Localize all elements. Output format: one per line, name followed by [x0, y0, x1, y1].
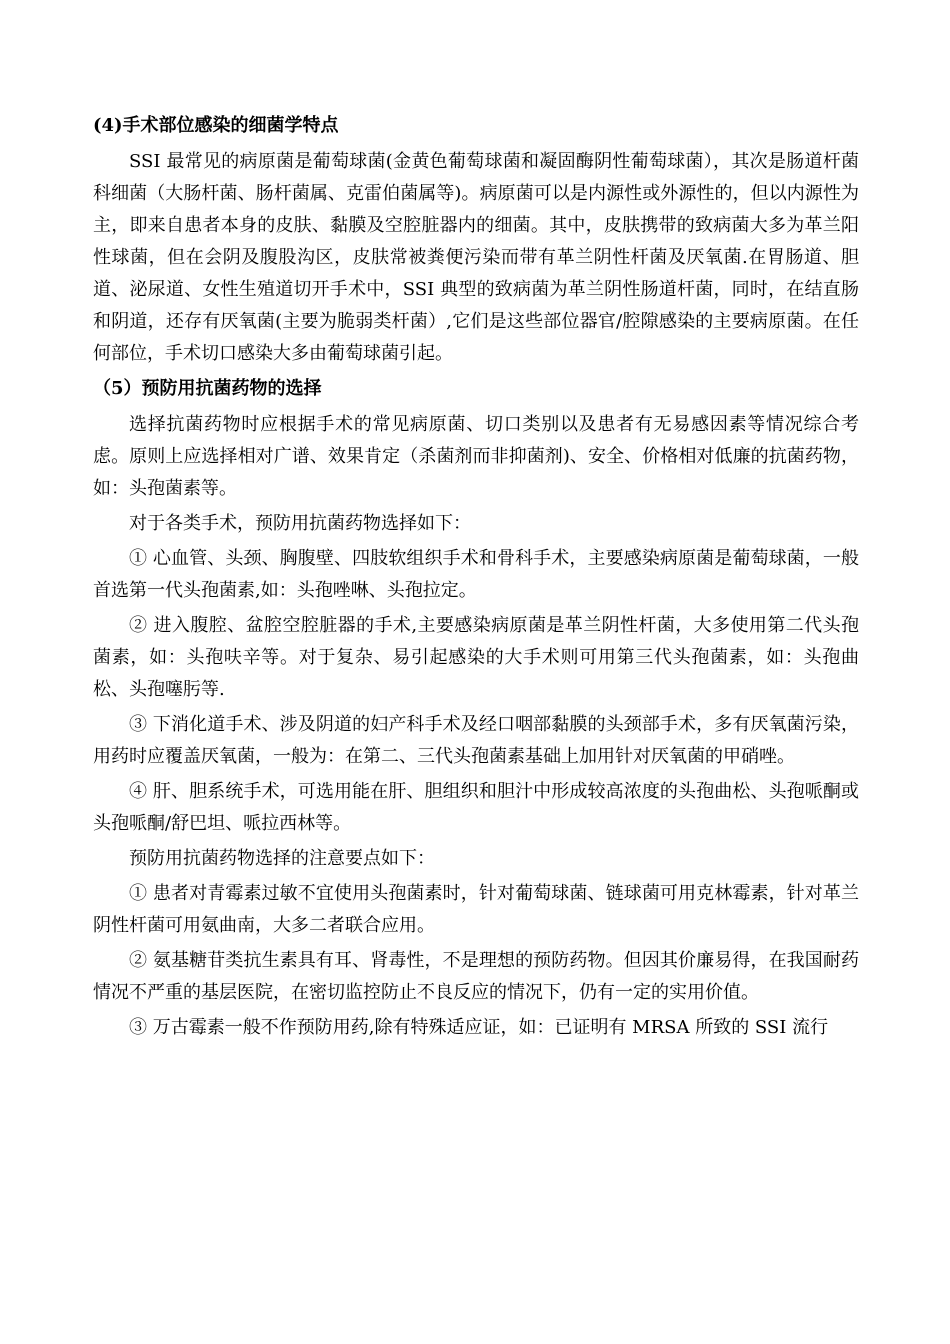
choice-item-4: ④ 肝、胆系统手术，可选用能在肝、胆组织和胆汁中形成较高浓度的头孢曲松、头孢哌酮或头孢哌酮/舒巴坦、哌拉西林等。 [93, 781, 859, 834]
section-5-intro: 选择抗菌药物时应根据手术的常见病原菌、切口类别以及患者有无易感因素等情况综合考虑。原则上应选择相对广谱、效果肯定（杀菌剂而非抑菌剂)、安全、价格相对低廉的抗菌药物，如：头孢菌素等。 [93, 414, 859, 499]
choice-item-2: ② 进入腹腔、盆腔空腔脏器的手术,主要感染病原菌是革兰阴性杆菌，大多使用第二代头孢菌素，如：头孢呋辛等。对于复杂、易引起感染的大手术则可用第三代头孢菌素，如：头孢曲松、头孢噻肟等. [93, 615, 859, 700]
document-body [93, 110, 859, 1047]
section-5-heading: （5）预防用抗菌药物的选择 [93, 378, 322, 399]
section-4-heading: (4)手术部位感染的细菌学特点 [93, 115, 339, 136]
note-item-3: ③ 万古霉素一般不作预防用药,除有特殊适应证，如：已证明有 MRSA 所致的 SSI 流行 [129, 1017, 829, 1038]
section-4-paragraph: SSI 最常见的病原菌是葡萄球菌(金黄色葡萄球菌和凝固酶阴性葡萄球菌），其次是肠道杆菌科细菌（大肠杆菌、肠杆菌属、克雷伯菌属等)。病原菌可以是内源性或外源性的，但以内源性为主，即来自患者本身的皮肤、黏膜及空腔脏器内的细菌。其中，皮肤携带的致病菌大多为革兰阳性球菌，但在会阴及腹股沟区，皮肤常被粪便污染而带有革兰阴性杆菌及厌氧菌.在胃肠道、胆道、泌尿道、女性生殖道切开手术中，SSI 典型的致病菌为革兰阴性肠道杆菌，同时，在结直肠和阴道，还存有厌氧菌(主要为脆弱类杆菌）,它们是这些部位器官/腔隙感染的主要病原菌。在任何部位，手术切口感染大多由葡萄球菌引起。 [93, 151, 859, 364]
choice-item-3: ③ 下消化道手术、涉及阴道的妇产科手术及经口咽部黏膜的头颈部手术，多有厌氧菌污染，用药时应覆盖厌氧菌，一般为：在第二、三代头孢菌素基础上加用针对厌氧菌的甲硝唑。 [93, 714, 859, 767]
choice-item-1: ① 心血管、头颈、胸腹壁、四肢软组织手术和骨科手术，主要感染病原菌是葡萄球菌，一般首选第一代头孢菌素,如：头孢唑啉、头孢拉定。 [93, 548, 859, 601]
choices-lead: 对于各类手术，预防用抗菌药物选择如下： [129, 513, 471, 534]
note-item-1: ① 患者对青霉素过敏不宜使用头孢菌素时，针对葡萄球菌、链球菌可用克林霉素，针对革兰阴性杆菌可用氨曲南，大多二者联合应用。 [93, 883, 859, 936]
notes-lead: 预防用抗菌药物选择的注意要点如下： [129, 848, 435, 869]
note-item-2: ② 氨基糖苷类抗生素具有耳、肾毒性，不是理想的预防药物。但因其价廉易得，在我国耐药情况不严重的基层医院，在密切监控防止不良反应的情况下，仍有一定的实用价值。 [93, 950, 859, 1003]
